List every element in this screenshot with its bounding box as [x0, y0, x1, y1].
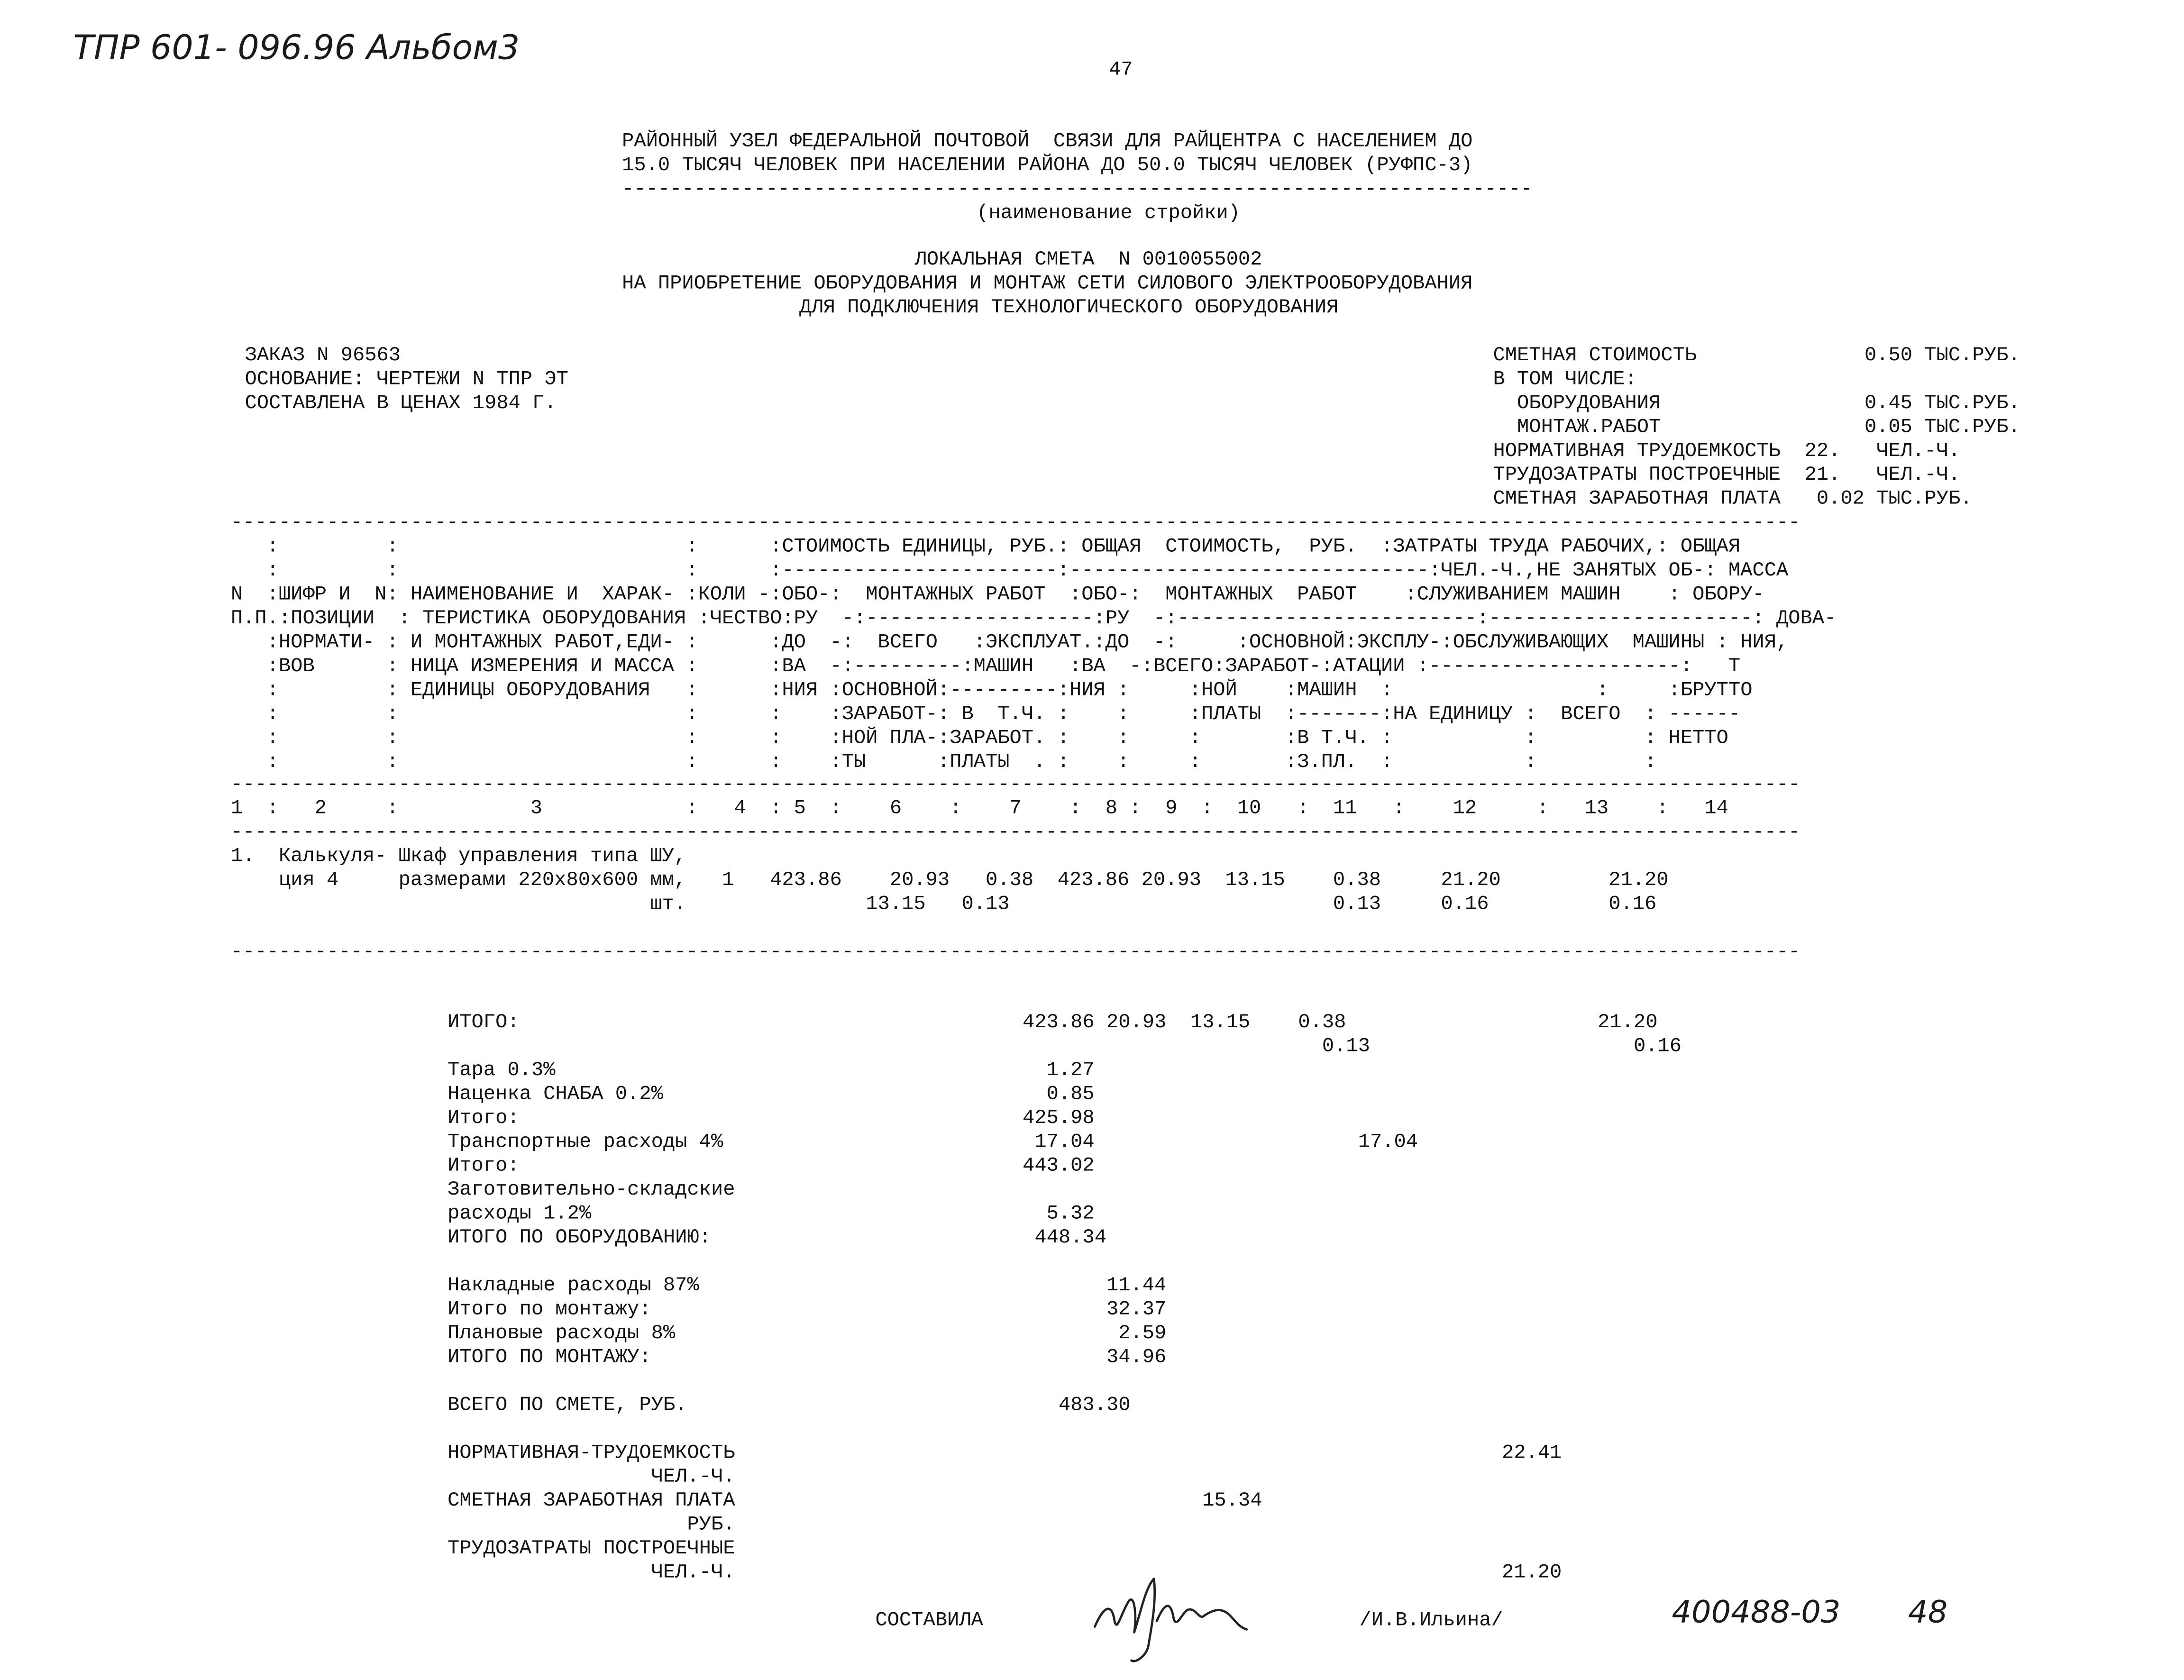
- totals-labor-norm: НОРМАТИВНАЯ-ТРУДОЕМКОСТЬ 22.41: [447, 1442, 1562, 1465]
- estimate-title: ЛОКАЛЬНАЯ СМЕТА N 0010055002: [914, 249, 1262, 272]
- totals-procurement: расходы 1.2% 5.32: [447, 1203, 1095, 1226]
- table-header-line: П.П.:ПОЗИЦИИ : ТЕРИСТИКА ОБОРУДОВАНИЯ :ЧЕСТВО:РУ -:-------------------:РУ -:-------------------------:----------------------: ДОВА-: [230, 608, 1837, 630]
- handwritten-sheet-number: 48: [1908, 1596, 1948, 1631]
- table-row: ция 4 размерами 220х80х600 мм, 1 423.86 20.93 0.38 423.86 20.93 13.15 0.38 21.20 21.20: [230, 869, 1669, 892]
- estimate-subtitle-line2: ДЛЯ ПОДКЛЮЧЕНИЯ ТЕХНОЛОГИЧЕСКОГО ОБОРУДОВАНИЯ: [799, 297, 1339, 320]
- summary-labor-norm: НОРМАТИВНАЯ ТРУДОЕМКОСТЬ 22. ЧЕЛ.-Ч.: [1493, 440, 1961, 463]
- summary-including: В ТОМ ЧИСЛЕ:: [1493, 368, 1637, 392]
- summary-wages: СМЕТНАЯ ЗАРАБОТНАЯ ПЛАТА 0.02 ТЫС.РУБ.: [1493, 488, 1973, 511]
- totals-markup: Наценка СНАБА 0.2% 0.85: [447, 1083, 1095, 1106]
- table-header-line: :ВОВ : НИЦА ИЗМЕРЕНИЯ И МАССА : :ВА -:---------:МАШИН :ВА -:ВСЕГО:ЗАРАБОТ-:АТАЦИИ :---------------------: Т: [230, 656, 1741, 678]
- basis-drawings: ОСНОВАНИЕ: ЧЕРТЕЖИ N ТПР ЭТ: [245, 368, 568, 392]
- table-header-line: -----------------------------------------------------------------------------------------------------------------------------------: [230, 822, 1800, 845]
- column-number-row: 1 : 2 : 3 : 4 : 5 : 6 : 7 : 8 : 9 : 10 : 11 : 12 : 13 : 14: [230, 798, 1728, 821]
- compiled-by-label: СОСТАВИЛА: [875, 1609, 983, 1633]
- summary-installation: МОНТАЖ.РАБОТ 0.05 ТЫС.РУБ.: [1493, 416, 2020, 439]
- table-header-line: :НОРМАТИ- : И МОНТАЖНЫХ РАБОТ,ЕДИ- : :ДО -: ВСЕГО :ЭКСПЛУАТ.:ДО -: :ОСНОВНОЙ:ЭКСПЛУ-:ОБСЛУЖИВАЮЩИХ МАШИНЫ : НИЯ,: [230, 631, 1789, 655]
- table-header-line: : : : :СТОИМОСТЬ ЕДИНИЦЫ, РУБ.: ОБЩАЯ СТОИМОСТЬ, РУБ. :ЗАТРАТЫ ТРУДА РАБОЧИХ,: ОБЩАЯ: [230, 536, 1741, 559]
- totals-labor-norm: ЧЕЛ.-Ч.: [447, 1466, 735, 1489]
- totals-installation-subtotal: Итого по монтажу: 32.37: [447, 1298, 1167, 1322]
- construction-caption: (наименование стройки): [977, 202, 1241, 225]
- page-number: 47: [1109, 59, 1133, 82]
- handwritten-document-number: 400488-03: [1672, 1596, 1841, 1631]
- table-header-line: : : ЕДИНИЦЫ ОБОРУДОВАНИЯ : :НИЯ :ОСНОВНОЙ:---------:НИЯ : :НОЙ :МАШИН : : :БРУТТО: [230, 679, 1753, 703]
- totals-labor-site: ТРУДОЗАТРАТЫ ПОСТРОЕЧНЫЕ: [447, 1538, 735, 1561]
- totals-wages: РУБ.: [447, 1514, 735, 1537]
- price-base-year: СОСТАВЛЕНА В ЦЕНАХ 1984 Г.: [245, 393, 557, 415]
- totals-itogo: 0.13 0.16: [447, 1035, 1682, 1059]
- construction-title-line1: РАЙОННЫЙ УЗЕЛ ФЕДЕРАЛЬНОЙ ПОЧТОВОЙ СВЯЗИ ДЛЯ РАЙЦЕНТРА С НАСЕЛЕНИЕМ ДО: [622, 131, 1473, 154]
- totals-procurement: Заготовительно-складские: [447, 1179, 735, 1202]
- construction-title-rule: ----------------------------------------------------------------------------: [622, 178, 1533, 201]
- estimate-subtitle-line1: НА ПРИОБРЕТЕНИЕ ОБОРУДОВАНИЯ И МОНТАЖ СЕТИ СИЛОВОГО ЭЛЕКТРООБОРУДОВАНИЯ: [622, 273, 1473, 296]
- totals-grand: ВСЕГО ПО СМЕТЕ, РУБ. 483.30: [447, 1394, 1131, 1417]
- totals-overhead: Накладные расходы 87% 11.44: [447, 1275, 1167, 1297]
- totals-planned: Плановые расходы 8% 2.59: [447, 1323, 1167, 1345]
- totals-labor-site: ЧЕЛ.-Ч. 21.20: [447, 1561, 1562, 1585]
- totals-itogo: ИТОГО: 423.86 20.93 13.15 0.38 21.20: [447, 1012, 1658, 1034]
- compiler-name: /И.В.Ильина/: [1359, 1609, 1503, 1633]
- table-header-line: N :ШИФР И N: НАИМЕНОВАНИЕ И ХАРАК- :КОЛИ -:ОБО-: МОНТАЖНЫХ РАБОТ :ОБО-: МОНТАЖНЫХ РАБОТ :СЛУЖИВАНИЕМ МАШИН : ОБОРУ-: [230, 584, 1764, 607]
- totals-installation: ИТОГО ПО МОНТАЖУ: 34.96: [447, 1346, 1167, 1370]
- table-header-line: : : : : :НОЙ ПЛА-:ЗАРАБОТ. : : : :В Т.Ч. : : : НЕТТО: [230, 727, 1728, 750]
- totals-subtotal: Итого: 425.98: [447, 1107, 1095, 1130]
- handwritten-signature: [1084, 1559, 1267, 1671]
- order-number: ЗАКАЗ N 96563: [245, 345, 401, 367]
- totals-subtotal: Итого: 443.02: [447, 1155, 1095, 1178]
- summary-equipment: ОБОРУДОВАНИЯ 0.45 ТЫС.РУБ.: [1493, 393, 2020, 415]
- totals-transport: Транспортные расходы 4% 17.04 17.04: [447, 1131, 1418, 1154]
- table-header-line: : : : :-----------------------:------------------------------:ЧЕЛ.-Ч.,НЕ ЗАНЯТЫХ ОБ-: МАССА: [230, 560, 1789, 583]
- totals-equipment: ИТОГО ПО ОБОРУДОВАНИЮ: 448.34: [447, 1227, 1106, 1250]
- summary-labor-site: ТРУДОЗАТРАТЫ ПОСТРОЕЧНЫЕ 21. ЧЕЛ.-Ч.: [1493, 464, 1961, 487]
- table-row: шт. 13.15 0.13 0.13 0.16 0.16: [230, 893, 1657, 916]
- construction-title-line2: 15.0 ТЫСЯЧ ЧЕЛОВЕК ПРИ НАСЕЛЕНИИ РАЙОНА ДО 50.0 ТЫСЯЧ ЧЕЛОВЕК (РУФПС-3): [622, 155, 1473, 178]
- handwritten-album-note: ТПР 601- 096.96 Альбом3: [73, 28, 520, 68]
- table-header-line: -----------------------------------------------------------------------------------------------------------------------------------: [230, 512, 1800, 535]
- table-row-rule: -----------------------------------------------------------------------------------------------------------------------------------: [230, 941, 1800, 964]
- totals-tara: Тара 0.3% 1.27: [447, 1059, 1095, 1082]
- totals-wages: СМЕТНАЯ ЗАРАБОТНАЯ ПЛАТА 15.34: [447, 1490, 1262, 1513]
- summary-estimated-cost: СМЕТНАЯ СТОИМОСТЬ 0.50 ТЫС.РУБ.: [1493, 345, 2020, 367]
- table-header-line: -----------------------------------------------------------------------------------------------------------------------------------: [230, 774, 1800, 797]
- table-header-line: : : : : :ЗАРАБОТ-: В Т.Ч. : : :ПЛАТЫ :-------:НА ЕДИНИЦУ : ВСЕГО : ------: [230, 703, 1741, 726]
- table-header-line: : : : : :ТЫ :ПЛАТЫ . : : : :З.ПЛ. : : :: [230, 751, 1657, 774]
- table-row: 1. Калькуля- Шкаф управления типа ШУ,: [230, 846, 686, 868]
